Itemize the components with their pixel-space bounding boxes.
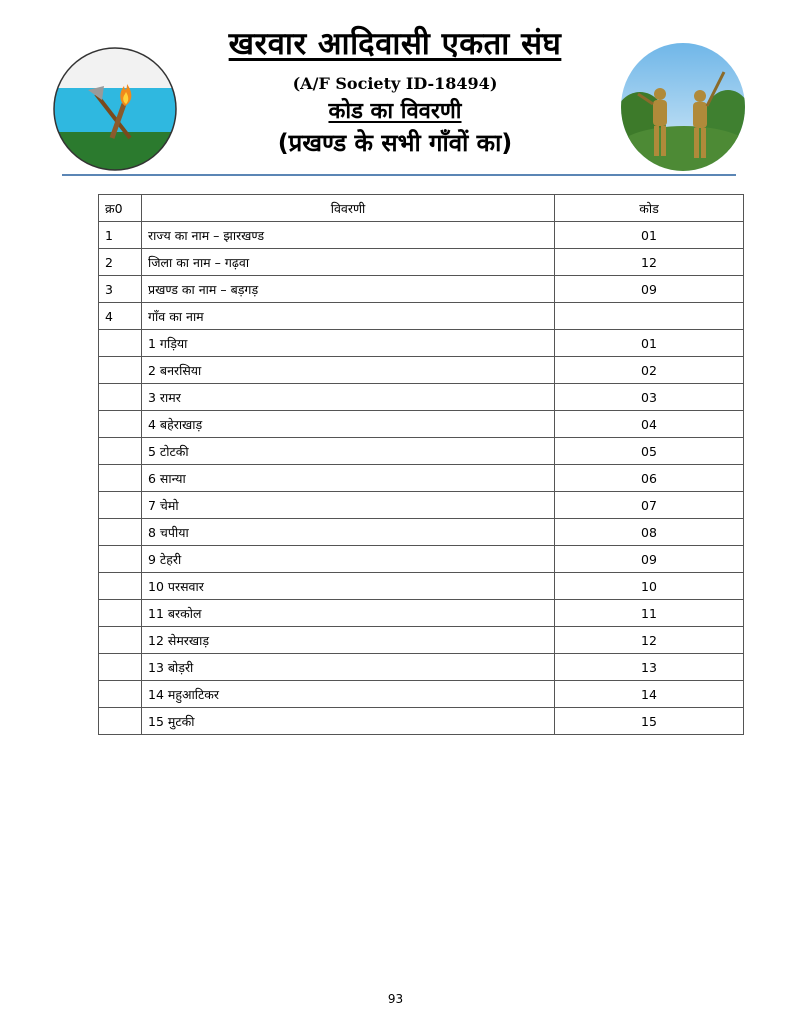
cell-description: राज्य का नाम – झारखण्ड (142, 222, 555, 249)
cell-serial (99, 330, 142, 357)
cell-serial: 3 (99, 276, 142, 303)
cell-code: 10 (555, 573, 744, 600)
cell-code: 01 (555, 222, 744, 249)
cell-serial (99, 384, 142, 411)
cell-code: 12 (555, 249, 744, 276)
header-code: कोड (555, 195, 744, 222)
cell-code: 11 (555, 600, 744, 627)
cell-code: 02 (555, 357, 744, 384)
cell-serial (99, 627, 142, 654)
cell-serial: 2 (99, 249, 142, 276)
cell-description: 11 बरकोल (142, 600, 555, 627)
flag-emblem-logo (52, 46, 178, 172)
cell-code: 07 (555, 492, 744, 519)
cell-code (555, 303, 744, 330)
cell-serial (99, 654, 142, 681)
cell-code: 09 (555, 276, 744, 303)
cell-description: 5 टोटकी (142, 438, 555, 465)
cell-code: 09 (555, 546, 744, 573)
table-header-row (99, 195, 744, 222)
cell-code: 12 (555, 627, 744, 654)
table-row (99, 249, 744, 276)
table-row (99, 492, 744, 519)
cell-serial (99, 573, 142, 600)
cell-description: 1 गड़िया (142, 330, 555, 357)
header-description: विवरणी (142, 195, 555, 222)
document-subtitle-secondary: (प्रखण्ड के सभी गाँवों का) (277, 129, 513, 157)
cell-code: 06 (555, 465, 744, 492)
table-row (99, 276, 744, 303)
statue-photo (620, 42, 746, 172)
table-row (99, 465, 744, 492)
document-subtitle: कोड का विवरणी (328, 99, 462, 124)
cell-description: 6 सान्या (142, 465, 555, 492)
table-row (99, 438, 744, 465)
cell-description: प्रखण्ड का नाम – बड़गड़ (142, 276, 555, 303)
header-divider (62, 174, 736, 176)
cell-description: 12 सेमरखाड़ (142, 627, 555, 654)
table-row (99, 222, 744, 249)
cell-serial (99, 519, 142, 546)
cell-description: 13 बोड़री (142, 654, 555, 681)
cell-description: 7 चेमो (142, 492, 555, 519)
table-row (99, 411, 744, 438)
page-number: 93 (387, 992, 404, 1006)
cell-description: 14 महुआटिकर (142, 681, 555, 708)
organization-title: खरवार आदिवासी एकता संघ (228, 26, 562, 62)
cell-description: 10 परसवार (142, 573, 555, 600)
cell-serial (99, 465, 142, 492)
table-row (99, 654, 744, 681)
cell-code: 04 (555, 411, 744, 438)
table-row (99, 627, 744, 654)
cell-serial (99, 681, 142, 708)
society-id: (A/F Society ID-18494) (292, 74, 498, 93)
table-row (99, 600, 744, 627)
cell-description: 8 चपीया (142, 519, 555, 546)
cell-code: 05 (555, 438, 744, 465)
cell-code: 15 (555, 708, 744, 735)
cell-serial (99, 546, 142, 573)
table-row (99, 708, 744, 735)
cell-description: 2 बनरसिया (142, 357, 555, 384)
table-row (99, 519, 744, 546)
cell-code: 13 (555, 654, 744, 681)
header-serial: क्र0 (99, 195, 142, 222)
cell-description: 4 बहेराखाड़ (142, 411, 555, 438)
table-row (99, 681, 744, 708)
cell-code: 08 (555, 519, 744, 546)
cell-serial: 1 (99, 222, 142, 249)
cell-description: 15 मुटकी (142, 708, 555, 735)
cell-code: 03 (555, 384, 744, 411)
cell-code: 01 (555, 330, 744, 357)
cell-description: गाँव का नाम (142, 303, 555, 330)
table-row (99, 357, 744, 384)
table-row (99, 303, 744, 330)
cell-serial (99, 438, 142, 465)
cell-serial: 4 (99, 303, 142, 330)
cell-description: 9 टेहरी (142, 546, 555, 573)
cell-serial (99, 357, 142, 384)
code-table (98, 194, 744, 735)
cell-description: जिला का नाम – गढ़वा (142, 249, 555, 276)
table-row (99, 330, 744, 357)
cell-serial (99, 492, 142, 519)
cell-code: 14 (555, 681, 744, 708)
cell-serial (99, 600, 142, 627)
table-row (99, 573, 744, 600)
cell-serial (99, 411, 142, 438)
cell-serial (99, 708, 142, 735)
cell-description: 3 रामर (142, 384, 555, 411)
table-row (99, 546, 744, 573)
table-row (99, 384, 744, 411)
